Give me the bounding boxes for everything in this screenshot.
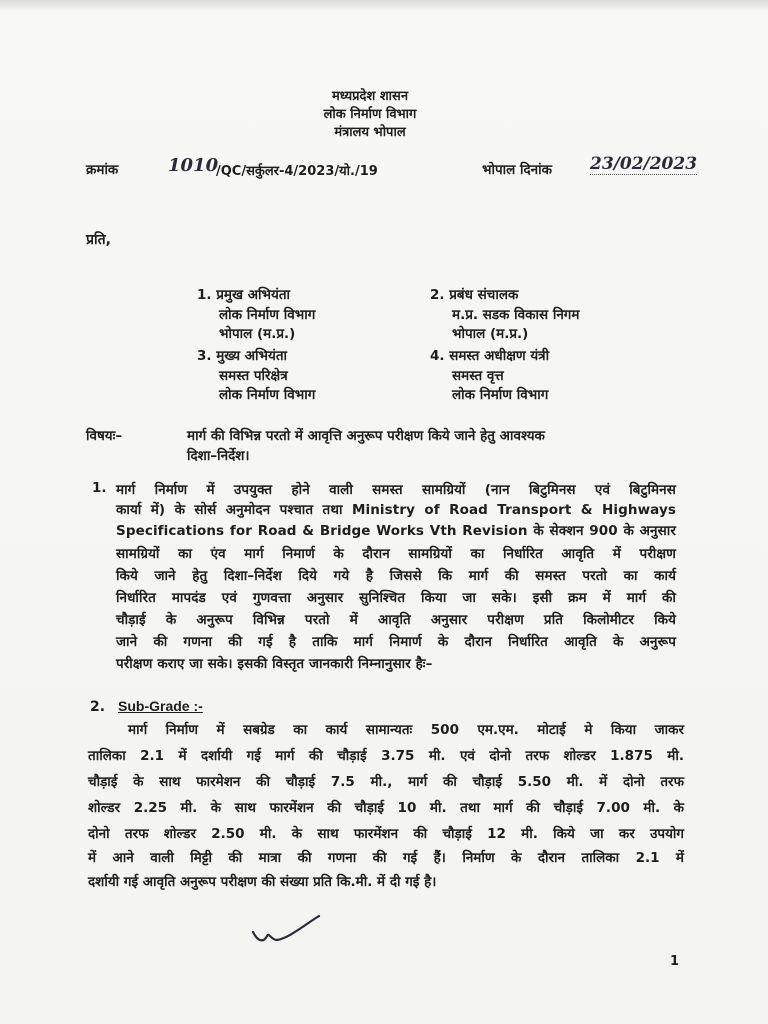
subject-line-1: मार्ग की विभिन्न परतो में आवृत्ति अनुरूप परीक्षण किये जाने हेतु आवश्यक [187,428,545,444]
ref-label: क्रमांक [86,162,119,178]
section2-line-4: शोल्डर 2.25 मी. के साथ फारमेंशन की चौड़ाई 10 मी. तथा मार्ग की चौड़ाई 7.00 मी. के [88,800,684,816]
scan-top-edge [0,0,768,10]
section2-number: 2. [90,699,106,715]
section2-line-7: दर्शायी गई आवृति अनुरूप परीक्षण की संख्या प्रति कि.मी. में दी गई है। [88,874,437,890]
para1-line-1: मार्ग निर्माण में उपयुक्त होने वाली समस्त सामग्रियों (नान बिटुमिनस एवं बिटुमिनस [116,482,676,498]
para1-line-4: सामग्रियों का एंव मार्ग निमार्ण के दौरान सामग्रियों का निर्धारित आवृति में परीक्षण [116,546,676,562]
section2-line-1: मार्ग निर्माण में सबग्रेड का कार्य सामान्यतः 500 एम.एम. मोटाई मे किया जाकर [128,722,684,738]
addressee-1-line-2: लोक निर्माण विभाग [219,307,316,323]
addressee-2: 2. प्रबंध संचालक [430,287,519,303]
section2-line-5: दोनो तरफ शोल्डर 2.50 मी. के साथ फारमेंशन की चौड़ाई 12 मी. किये जा कर उपयोग [88,826,684,842]
subject-line-2: दिशा–निर्देश। [187,448,250,464]
section2-line-2: तालिका 2.1 में दर्शायी गई मार्ग की चौड़ाई 3.75 मी. एवं दोनो तरफ शोल्डर 1.875 मी. [88,748,684,764]
addressee-1: 1. प्रमुख अभियंता [197,287,291,303]
para1-line-9: परीक्षण कराए जा सके। इसकी विस्तृत जानकारी निम्नानुसार हैः– [116,656,433,672]
addressee-3-line-2: समस्त परिक्षेत्र [219,368,288,384]
para1-line-2: कार्या में) के सोर्स अनुमोदन पश्चात तथा Ministry of Road Transport & Highways [116,502,676,518]
page-number: 1 [670,954,680,969]
addressee-4: 4. समस्त अधीक्षण यंत्री [430,348,550,364]
para1-line-3: Specifications for Road & Bridge Works Vth Revision के सेक्शन 900 के अनुसार [116,523,676,539]
addressee-4-line-2: समस्त वृत्त [452,368,504,384]
addressee-4-line-3: लोक निर्माण विभाग [452,387,549,403]
para1-line-7: चौड़ाई के अनुरूप विभिन्न परतो में आवृति अनुसार परीक्षण प्रति किलोमीटर किये [116,612,676,628]
addressee-3: 3. मुख्य अभियंता [197,348,288,364]
para1-line-5: किये जाने हेतु दिशा–निर्देश दिये गये है जिससे कि मार्ग की समस्त परतो का कार्य [116,568,676,584]
ref-number-handwritten: 1010 [168,155,219,176]
date-handwritten: 23/02/2023 [590,154,698,174]
section2-line-3: चौड़ाई के साथ फारमेशन की चौड़ाई 7.5 मी., मार्ग की चौड़ाई 5.50 मी. में दोनो तरफ [88,774,684,790]
para1-number: 1. [92,480,107,496]
place-date-label: भोपाल दिनांक [482,162,553,178]
addressee-2-line-2: म.प्र. सडक विकास निगम [452,307,580,323]
initials-signature [245,910,325,950]
header-line-1: मध्यप्रदेश शासन [331,89,409,104]
to-label: प्रति, [86,232,111,248]
header-line-2: लोक निर्माण विभाग [323,107,417,122]
ref-code: /QC/सर्कुलर-4/2023/यो./19 [216,164,378,179]
section2-line-6: में आने वाली मिट्टी की मात्रा की गणना की गई हैं। निर्माण के दौरान तालिका 2.1 में [88,850,684,866]
header-line-3: मंत्रालय भोपाल [334,125,406,140]
para1-line-8: जाने की गणना की गई है ताकि मार्ग निमार्ण के दौरान निर्धारित आवृति के अनुरूप [116,634,676,650]
addressee-1-line-3: भोपाल (म.प्र.) [219,326,296,342]
section2-title: Sub-Grade :- [118,698,203,714]
addressee-2-line-3: भोपाल (म.प्र.) [452,326,529,342]
subject-label: विषयः– [86,428,123,444]
addressee-3-line-3: लोक निर्माण विभाग [219,387,316,403]
para1-line-6: निर्धारित मापदंड एवं गुणवत्ता अनुसार सुनिश्चित किया जा सके। इसी क्रम में मार्ग की [116,590,676,606]
